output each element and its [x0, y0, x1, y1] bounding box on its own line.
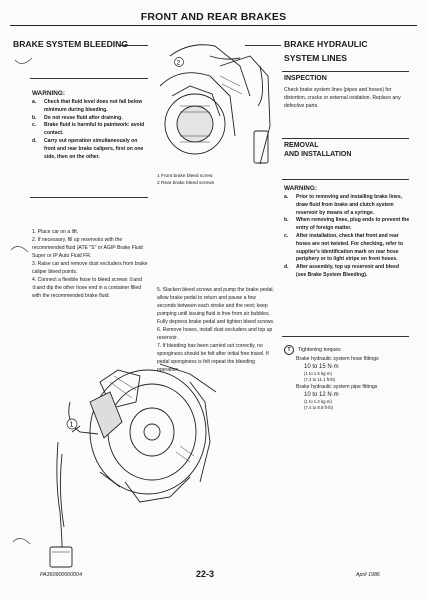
step-2: 2. If necessary, fill up reservoirs with the recommended fluid (ATE "S" or AGIP Brake Fluid Super or IP Auto Fluid FR.	[32, 237, 143, 259]
torque-heading: Tightening torques	[298, 347, 341, 353]
torque-value: 10 to 12 N·m	[304, 392, 339, 398]
callout-1: 1	[69, 421, 74, 429]
warning-item: a. Check that fluid level does not fall below minimum during bleeding.	[32, 99, 143, 113]
footer-date: April 1986	[356, 572, 380, 578]
step-7: 7. If bleeding has been carried out correctly, no sponginess should be felt after initial free travel. If pedal sponginess is felt repeat the bleeding operation.	[157, 343, 269, 373]
rule-removal	[282, 138, 409, 139]
section-title-lines-1: BRAKE HYDRAULIC	[284, 39, 368, 49]
warning-item: a. Prior to removing and installing brake lines, draw fluid from brake and clutch system reservoir by means of a syringe.	[284, 194, 403, 216]
title-rule	[118, 45, 148, 46]
margin-hole-mark	[10, 240, 30, 254]
torque-sub: (1 to 1.2 kg·m)	[304, 399, 332, 404]
warning-list-right	[284, 194, 410, 280]
warning-item: d. After assembly, top up reservoir and bleed (see Brake System Bleeding).	[284, 264, 399, 278]
torque-label: Brake hydraulic system pipe fittings	[296, 384, 378, 390]
caption-1: 1 Front brake bleed screw	[157, 174, 213, 179]
warning-item: b. When removing lines, plug ends to prevent the entry of foreign matter.	[284, 217, 410, 232]
title-rule-right	[245, 45, 281, 46]
footer-doc-code: PA360900000004	[40, 572, 83, 578]
margin-hole-mark	[12, 532, 32, 546]
caliper-bleeding-illustration	[40, 362, 222, 572]
torque-label: Brake hydraulic system hose fittings	[296, 356, 379, 362]
rear-caliper-illustration	[150, 36, 280, 170]
torque-block	[284, 345, 410, 411]
inspection-heading: INSPECTION	[284, 75, 327, 82]
step-4: 4. Connect a flexible hose to bleed screws ①and ②and dip the other hose end in a container filled with the recommended brake fluid.	[32, 277, 142, 299]
rule-warning-right-top	[282, 179, 409, 180]
warning-item: b. Do not reuse fluid after draining.	[32, 114, 123, 121]
section-title-lines-2: SYSTEM LINES	[284, 53, 348, 63]
warning-heading-right: WARNING:	[284, 185, 318, 192]
torque-marker-icon: T	[284, 345, 294, 355]
page-header: FRONT AND REAR BRAKES	[140, 11, 287, 23]
warning-item: c. After installation, check that front and rear hoses are not twisted. For checking, refer to supplier's identification mark on rear hose periphery or to light stripe on front hoses.	[284, 232, 403, 263]
removal-heading-2: AND INSTALLATION	[284, 151, 352, 158]
warning-item: c. Brake fluid is harmful to paintwork: avoid contact.	[32, 122, 145, 137]
torque-sub: (7.4 to 8.9 ft·lb)	[304, 405, 334, 410]
margin-hole-mark	[14, 56, 34, 68]
warning-rule-top	[30, 78, 148, 79]
steps-left	[32, 228, 150, 300]
rule-inspection	[282, 71, 409, 72]
warning-item: d. Carry out operation simultaneously on front and rear brake calipers, first on one side, then on the other.	[32, 137, 144, 160]
caption-2: 2 Rear brake bleed screws	[157, 180, 215, 186]
section-title-bleeding: BRAKE SYSTEM BLEEDING	[13, 39, 129, 49]
figure-captions	[157, 174, 277, 187]
step-1: 1. Place car on a lift.	[32, 229, 79, 235]
removal-heading-1: REMOVAL	[284, 142, 319, 149]
warning-list-left	[32, 99, 150, 161]
footer-page-number: 22-3	[196, 569, 215, 579]
step-6: 6. Remove hoses, install dust excluders and top up reservoir.	[157, 327, 273, 341]
warning-heading-left: WARNING:	[32, 90, 66, 97]
header-rule	[10, 25, 417, 26]
warning-rule-bottom	[30, 197, 148, 198]
step-3: 3. Raise car and remove dust excluders from brake caliper bleed points.	[32, 261, 148, 275]
steps-middle	[157, 286, 275, 374]
rule-warning-right-bottom	[282, 336, 409, 337]
torque-sub: (1 to 1.5 kg·m)	[304, 371, 332, 376]
step-5: 5. Slacken bleed screws and pump the brake pedal, allow brake pedal to return and pause a few seconds between each stroke and the next; keep pumping until issuing fluid is free from air bubbles. Fully depress brake pedal and tighten bleed screws.	[157, 287, 275, 325]
torque-sub: (7.4 to 11.1 ft·lb)	[304, 377, 336, 382]
callout-2: 2	[176, 59, 181, 67]
torque-value: 10 to 15 N·m	[304, 364, 339, 370]
inspection-text: Check brake system lines (pipes and hoses) for distortion, cracks or external oxidation. Replace any defective parts.	[284, 87, 401, 109]
